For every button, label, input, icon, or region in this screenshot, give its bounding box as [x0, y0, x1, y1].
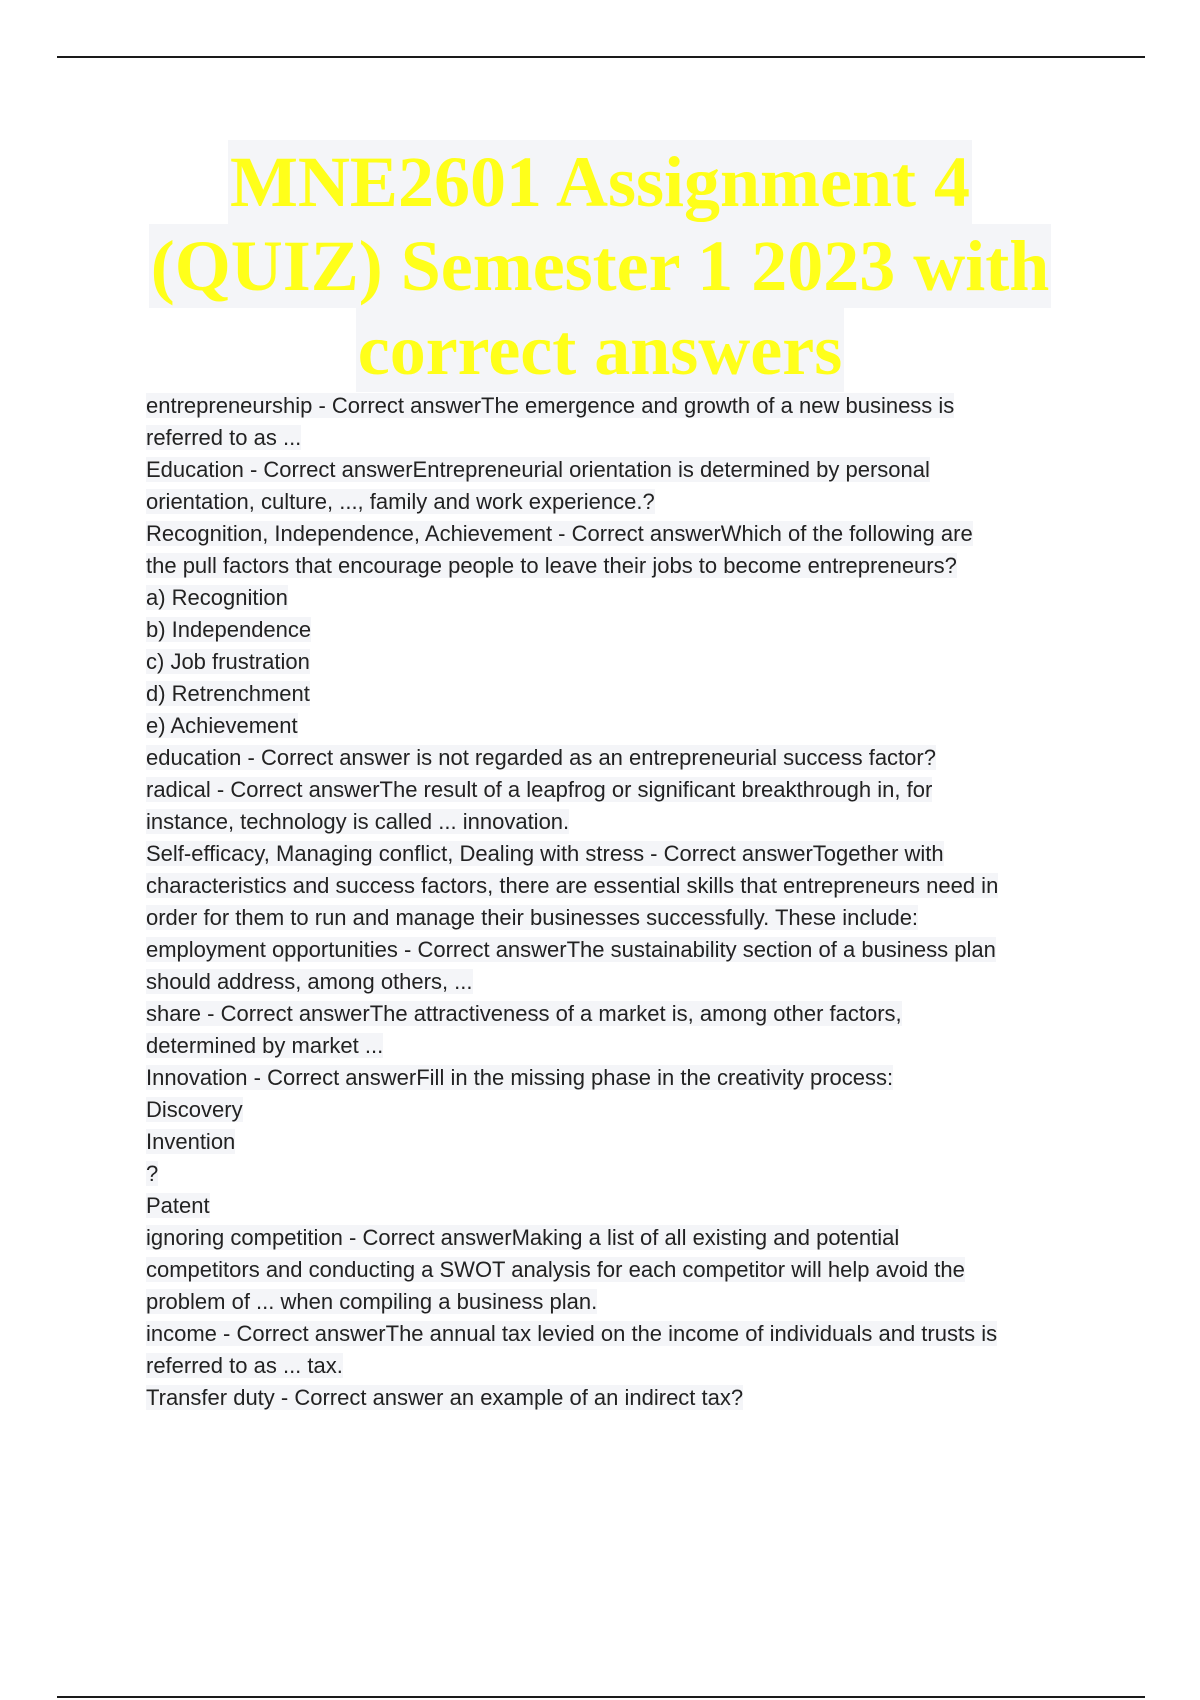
- list-item: Discovery: [146, 1097, 243, 1122]
- text-line: order for them to run and manage their businesses successfully. These include:: [146, 905, 919, 930]
- text-line: entrepreneurship - Correct answerThe emergence and growth of a new business is: [146, 393, 955, 418]
- top-rule: [57, 56, 1145, 58]
- text-line: income - Correct answerThe annual tax levied on the income of individuals and trusts is: [146, 1321, 998, 1346]
- list-item: Patent: [146, 1193, 210, 1218]
- option-line: b) Independence: [146, 617, 312, 642]
- text-line: Education - Correct answerEntrepreneurial orientation is determined by personal: [146, 457, 930, 482]
- text-line: radical - Correct answerThe result of a leapfrog or significant breakthrough in, for: [146, 777, 933, 802]
- text-line: employment opportunities - Correct answerThe sustainability section of a business plan: [146, 937, 996, 962]
- list-item: ?: [146, 1161, 159, 1186]
- text-line: instance, technology is called ... innovation.: [146, 809, 570, 834]
- text-line: ignoring competition - Correct answerMaking a list of all existing and potential: [146, 1225, 900, 1250]
- list-item: Invention: [146, 1129, 236, 1154]
- text-line: the pull factors that encourage people to leave their jobs to become entrepreneurs?: [146, 553, 957, 578]
- option-line: c) Job frustration: [146, 649, 310, 674]
- text-line: competitors and conducting a SWOT analysis for each competitor will help avoid the: [146, 1257, 965, 1282]
- text-line: orientation, culture, ..., family and work experience.?: [146, 489, 655, 514]
- text-line: education - Correct answer is not regarded as an entrepreneurial success factor?: [146, 745, 936, 770]
- document-title: [100, 140, 1100, 392]
- bottom-rule: [57, 1696, 1145, 1698]
- text-line: determined by market ...: [146, 1033, 384, 1058]
- option-line: a) Recognition: [146, 585, 288, 610]
- option-line: d) Retrenchment: [146, 681, 310, 706]
- option-line: e) Achievement: [146, 713, 298, 738]
- text-line: Recognition, Independence, Achievement - Correct answerWhich of the following are: [146, 521, 973, 546]
- title-line: correct answers: [357, 310, 843, 390]
- text-line: referred to as ... tax.: [146, 1353, 343, 1378]
- title-line: (QUIZ) Semester 1 2023 with: [150, 226, 1050, 306]
- text-line: should address, among others, ...: [146, 969, 473, 994]
- text-line: referred to as ...: [146, 425, 302, 450]
- text-line: characteristics and success factors, there are essential skills that entrepreneurs need in: [146, 873, 999, 898]
- title-line: MNE2601 Assignment 4: [229, 142, 971, 222]
- text-line: Innovation - Correct answerFill in the missing phase in the creativity process:: [146, 1065, 894, 1090]
- text-line: Self-efficacy, Managing conflict, Dealing with stress - Correct answerTogether with: [146, 841, 944, 866]
- quiz-content: [146, 390, 1106, 1414]
- text-line: problem of ... when compiling a business plan.: [146, 1289, 598, 1314]
- text-line: share - Correct answerThe attractiveness of a market is, among other factors,: [146, 1001, 902, 1026]
- text-line: Transfer duty - Correct answer an example of an indirect tax?: [146, 1385, 744, 1410]
